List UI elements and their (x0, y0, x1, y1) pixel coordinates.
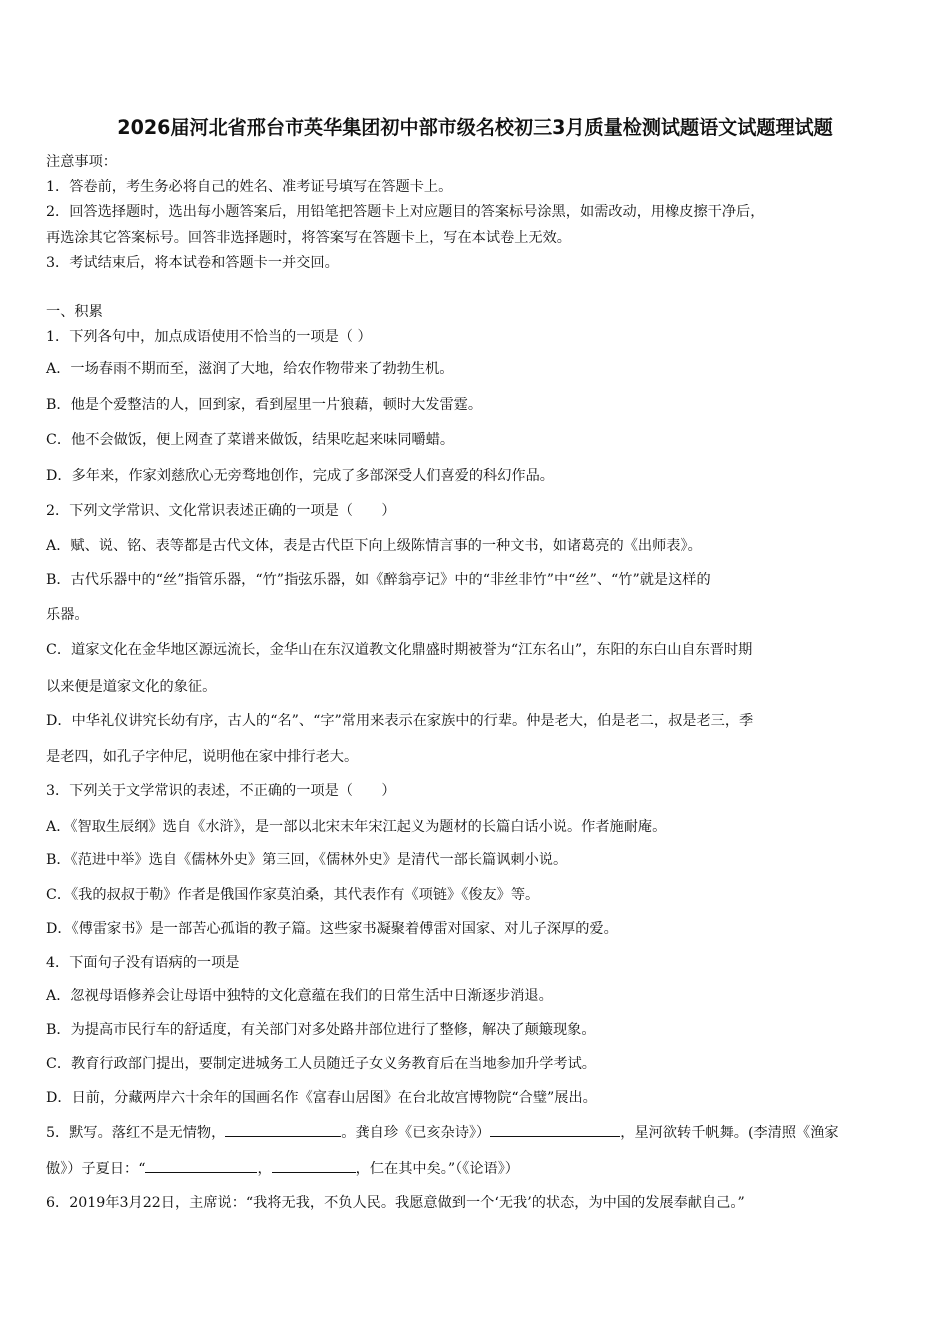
q1-option-c: C．他不会做饭，便上网查了菜谱来做饭，结果吃起来味同嚼蜡。 (46, 432, 455, 448)
q5-text-1: 5．默写。落红不是无情物， (46, 1125, 226, 1141)
q3-option-c: C．《我的叔叔于勒》作者是俄国作家莫泊桑，其代表作有《项链》《俊友》等。 (46, 887, 540, 903)
q5-text-6: ，仁在其中矣。”（《论语》） (355, 1161, 519, 1177)
notice-item-1: 1．答卷前，考生务必将自己的姓名、准考证号填写在答题卡上。 (46, 179, 453, 195)
q5-text-2: 。龚自珍《已亥杂诗》） (341, 1125, 491, 1141)
q1-stem: 1．下列各句中，加点成语使用不恰当的一项是（ ） (46, 329, 372, 345)
q2-option-b-cont: 乐器。 (46, 607, 89, 623)
notice-item-3: 3．考试结束后，将本试卷和答题卡一并交回。 (46, 255, 339, 271)
q1-option-a: A．一场春雨不期而至，滋润了大地，给农作物带来了勃勃生机。 (46, 361, 454, 377)
q5-blank-4[interactable] (272, 1158, 356, 1173)
q5-blank-1[interactable] (225, 1122, 341, 1137)
q5-text-5: ， (257, 1161, 272, 1177)
q2-option-d-cont: 是老四，如孔子字仲尼，说明他在家中排行老大。 (46, 749, 359, 765)
notice-item-2-cont: 再选涂其它答案标号。回答非选择题时，将答案写在答题卡上，写在本试卷上无效。 (46, 230, 571, 246)
q2-stem: 2．下列文学常识、文化常识表述正确的一项是（ ） (46, 503, 396, 519)
section-heading: 一、积累 (46, 304, 103, 320)
q1-option-b: B．他是个爱整洁的人，回到家，看到屋里一片狼藉，顿时大发雷霆。 (46, 397, 483, 413)
q4-option-b: B．为提高市民行车的舒适度，有关部门对多处路井部位进行了整修，解决了颠簸现象。 (46, 1022, 596, 1038)
q2-option-c-cont: 以来便是道家文化的象征。 (46, 679, 217, 695)
q4-option-c: C．教育行政部门提出，要制定进城务工人员随迁子女义务教育后在当地参加升学考试。 (46, 1056, 596, 1072)
q4-stem: 4．下面句子没有语病的一项是 (46, 955, 240, 971)
q2-option-c: C．道家文化在金华地区源远流长，金华山在东汉道教文化鼎盛时期被誉为“江东名山”，东阳的东白山自东晋时期 (46, 642, 753, 658)
exam-title: 2026届河北省邢台市英华集团初中部市级名校初三3月质量检测试题语文试题理试题 (117, 116, 833, 139)
q6-stem: 6．2019年3月22日，主席说：“我将无我，不负人民。我愿意做到一个‘无我’的状态，为中国的发展奉献自己。” (46, 1195, 745, 1211)
q3-option-a: A．《智取生辰纲》选自《水浒》，是一部以北宋末年宋江起义为题材的长篇白话小说。作者施耐庵。 (46, 819, 667, 835)
q3-stem: 3．下列关于文学常识的表述，不正确的一项是（ ） (46, 783, 396, 799)
q3-option-b: B．《范进中举》选自《儒林外史》第三回，《儒林外史》是清代一部长篇讽刺小说。 (46, 852, 568, 868)
notice-heading: 注意事项： (46, 154, 117, 170)
q2-option-a: A．赋、说、铭、表等都是古代文体，表是古代臣下向上级陈情言事的一种文书，如诸葛亮的《出师表》。 (46, 538, 702, 554)
q4-option-a: A．忽视母语修养会让母语中独特的文化意蕴在我们的日常生活中日渐逐步消退。 (46, 988, 553, 1004)
notice-item-2: 2．回答选择题时，选出每小题答案后，用铅笔把答题卡上对应题目的答案标号涂黑，如需改动，用橡皮擦干净后， (46, 204, 765, 220)
q5-line-2 (46, 1158, 519, 1179)
q5-text-4: 傲》）子夏日：“ (46, 1161, 146, 1177)
q2-option-d: D．中华礼仪讲究长幼有序，古人的“名”、“字”常用来表示在家族中的行辈。仲是老大，伯是老二，叔是老三，季 (46, 713, 754, 729)
q5-blank-3[interactable] (145, 1158, 257, 1173)
q1-option-d: D．多年来，作家刘慈欣心无旁骛地创作，完成了多部深受人们喜爱的科幻作品。 (46, 468, 554, 484)
q4-option-d: D．日前，分藏两岸六十余年的国画名作《富春山居图》在台北故宫博物院“合璧”展出。 (46, 1090, 597, 1106)
q3-option-d: D．《傅雷家书》是一部苦心孤诣的教子篇。这些家书凝聚着傅雷对国家、对儿子深厚的爱。 (46, 921, 618, 937)
q2-option-b: B．古代乐器中的“丝”指管乐器，“竹”指弦乐器，如《醉翁亭记》中的“非丝非竹”中“丝”、“竹”就是这样的 (46, 572, 711, 588)
q5-text-3: ，星河欲转千帆舞。(李清照《渔家 (620, 1125, 839, 1141)
q5-blank-2[interactable] (490, 1122, 620, 1137)
q5-line-1 (46, 1122, 839, 1143)
